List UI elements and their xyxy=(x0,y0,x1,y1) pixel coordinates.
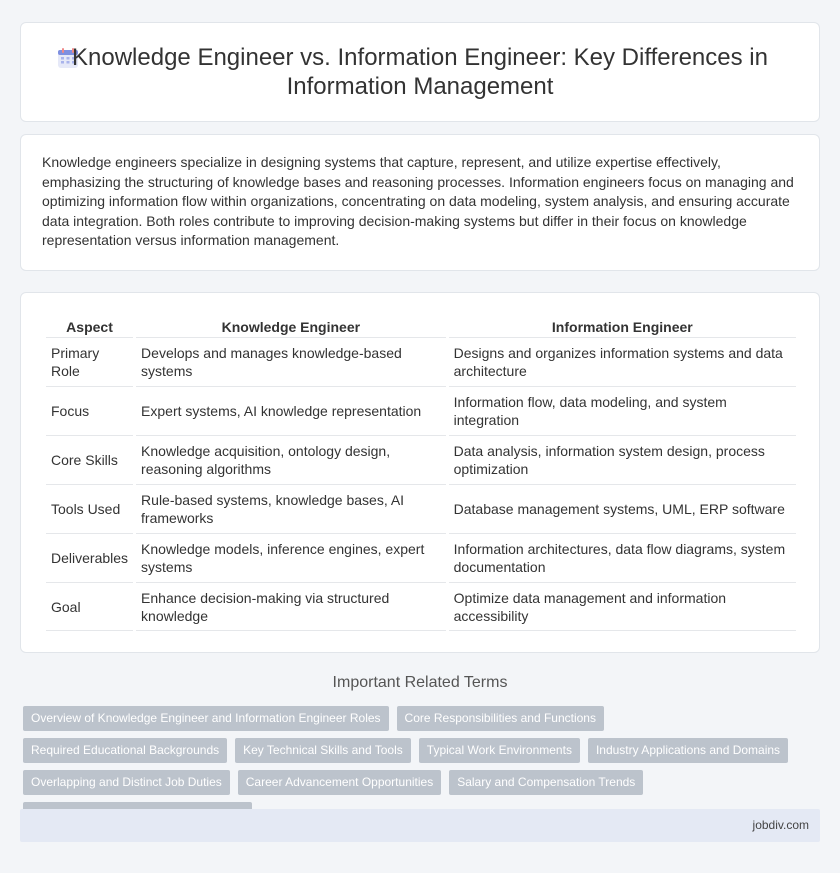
table-row xyxy=(46,435,796,484)
row-aspect: Core Skills xyxy=(46,435,133,484)
row-aspect: Focus xyxy=(46,386,133,435)
related-term-chip[interactable]: Overlapping and Distinct Job Duties xyxy=(23,770,230,795)
table-row xyxy=(46,582,796,631)
page-title: Knowledge Engineer vs. Information Engineer: Key Differences in Information Management xyxy=(72,44,768,100)
footer-bar xyxy=(20,809,820,842)
row-information-engineer: Information flow, data modeling, and system integration xyxy=(449,386,796,435)
table-row xyxy=(46,484,796,533)
related-term-chip[interactable]: Typical Work Environments xyxy=(419,738,580,763)
row-aspect: Tools Used xyxy=(46,484,133,533)
related-term-chip[interactable]: Industry Applications and Domains xyxy=(588,738,788,763)
row-knowledge-engineer: Knowledge models, inference engines, expert systems xyxy=(136,533,446,582)
related-term-chip[interactable]: Required Educational Backgrounds xyxy=(23,738,227,763)
row-knowledge-engineer: Expert systems, AI knowledge representation xyxy=(136,386,446,435)
footer-site-link[interactable]: jobdiv.com xyxy=(752,818,809,832)
header-knowledge-engineer: Knowledge Engineer xyxy=(221,318,361,335)
related-term-chip[interactable]: Overview of Knowledge Engineer and Information Engineer Roles xyxy=(23,706,389,731)
row-knowledge-engineer: Knowledge acquisition, ontology design, reasoning algorithms xyxy=(136,435,446,484)
row-knowledge-engineer: Enhance decision-making via structured knowledge xyxy=(136,582,446,631)
related-term-chip[interactable]: Career Advancement Opportunities xyxy=(238,770,441,795)
comparison-table xyxy=(43,316,799,631)
table-header-row xyxy=(46,316,796,337)
row-aspect: Goal xyxy=(46,582,133,631)
row-information-engineer: Data analysis, information system design, process optimization xyxy=(449,435,796,484)
row-knowledge-engineer: Rule-based systems, knowledge bases, AI frameworks xyxy=(136,484,446,533)
related-term-chip[interactable]: Salary and Compensation Trends xyxy=(449,770,643,795)
title-card xyxy=(20,22,820,122)
header-aspect: Aspect xyxy=(66,318,113,335)
row-knowledge-engineer: Develops and manages knowledge-based systems xyxy=(136,337,446,386)
row-information-engineer: Database management systems, UML, ERP software xyxy=(449,484,796,533)
row-information-engineer: Optimize data management and information accessibility xyxy=(449,582,796,631)
row-aspect: Primary Role xyxy=(46,337,133,386)
intro-paragraph: Knowledge engineers specialize in designing systems that capture, represent, and utilize expertise effectively, emphasizing the structuring of knowledge bases and reasoning processes. Information engineers focus on managing and optimizing information flow within organizations, concentrating on data modeling, system analysis, and ensuring accurate data integration. Both roles contribute to improving decision-making systems but differ in their focus on knowledge representation versus information management. xyxy=(42,154,794,249)
related-term-chip[interactable]: Key Technical Skills and Tools xyxy=(235,738,411,763)
row-information-engineer: Information architectures, data flow diagrams, system documentation xyxy=(449,533,796,582)
related-term-chip[interactable]: Core Responsibilities and Functions xyxy=(397,706,604,731)
comparison-card xyxy=(20,292,820,653)
intro-card xyxy=(20,134,820,271)
table-row xyxy=(46,386,796,435)
header-information-engineer: Information Engineer xyxy=(551,318,693,335)
row-information-engineer: Designs and organizes information systems and data architecture xyxy=(449,337,796,386)
row-aspect: Deliverables xyxy=(46,533,133,582)
table-row xyxy=(46,337,796,386)
table-row xyxy=(46,533,796,582)
related-terms-heading: Important Related Terms xyxy=(332,674,508,691)
